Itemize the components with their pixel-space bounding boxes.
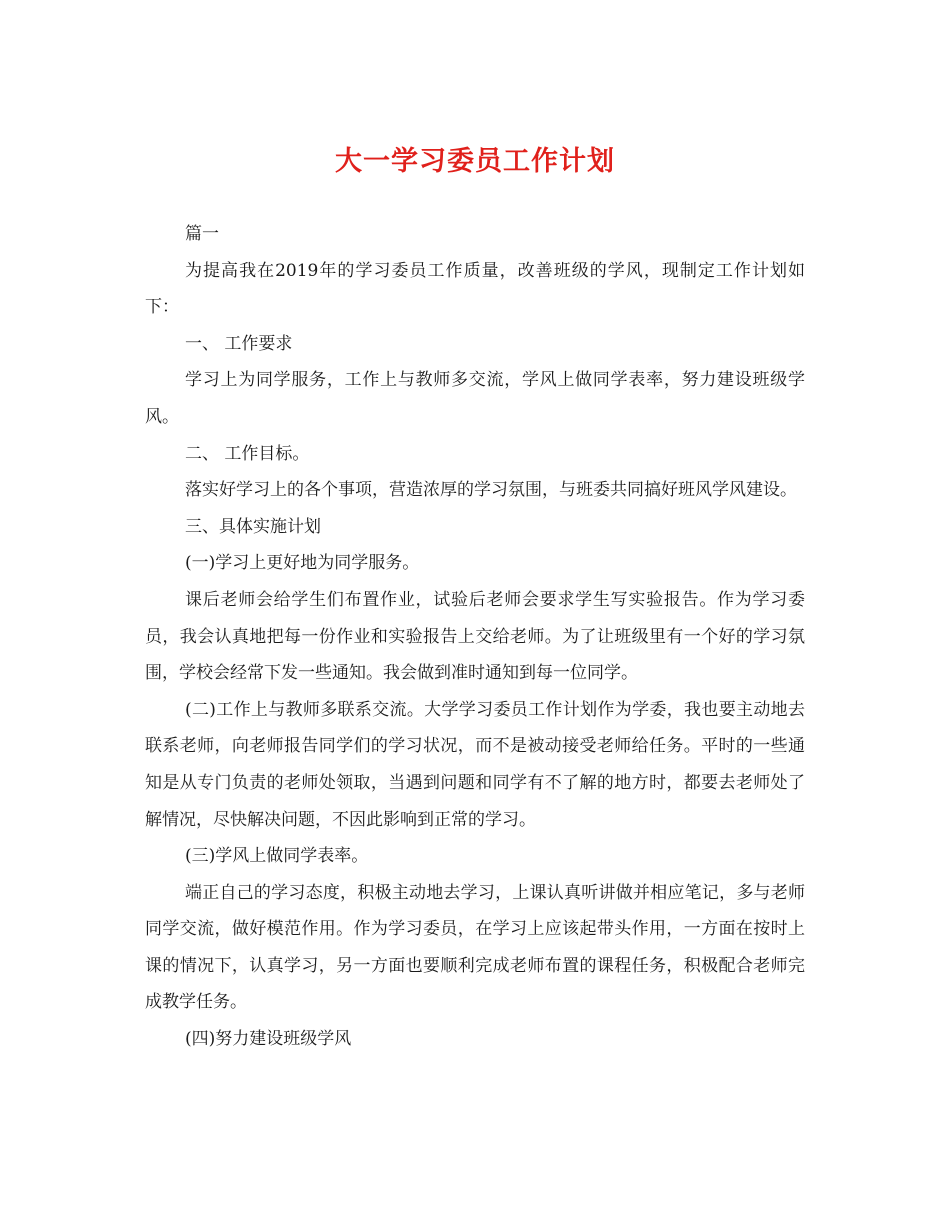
paragraph: 二、 工作目标。 [185, 443, 310, 464]
paragraph: 端正自己的学习态度，积极主动地去学习，上课认真听讲做并相应笔记，多与老师同学交流，做好模范作用。作为学习委员，在学习上应该起带头作用，一方面在按时上课的情况下，认真学习，另一方面也要顺利完成老师布置的课程任务，积极配合老师完成教学任务。 [145, 882, 805, 1013]
document-title: 大一学习委员工作计划 [335, 146, 615, 177]
paragraph: (三)学风上做同学表率。 [185, 846, 369, 867]
paragraph: 落实好学习上的各个事项，营造浓厚的学习氛围，与班委共同搞好班风学风建设。 [185, 480, 797, 501]
paragraph: 一、 工作要求 [185, 333, 293, 354]
paragraph: 课后老师会给学生们布置作业，试验后老师会要求学生写实验报告。作为学习委员，我会认真地把每一份作业和实验报告上交给老师。为了让班级里有一个好的学习氛围，学校会经常下发一些通知。我会做到准时通知到每一位同学。 [145, 589, 805, 684]
document-body [145, 216, 805, 1058]
paragraph: 三、具体实施计划 [185, 516, 321, 537]
paragraph: (二)工作上与教师多联系交流。大学学习委员工作计划作为学委，我也要主动地去联系老师，向老师报告同学们的学习状况，而不是被动接受老师给任务。平时的一些通知是从专门负责的老师处领取，当遇到问题和同学有不了解的地方时，都要去老师处了解情况，尽快解决问题，不因此影响到正常的学习。 [145, 699, 805, 830]
paragraph: (一)学习上更好地为同学服务。 [185, 553, 420, 574]
paragraph: 学习上为同学服务，工作上与教师多交流，学风上做同学表率，努力建设班级学风。 [145, 370, 805, 427]
paragraph: 为提高我在2019年的学习委员工作质量，改善班级的学风，现制定工作计划如下： [145, 260, 805, 318]
paragraph: (四)努力建设班级学风 [185, 1029, 352, 1050]
paragraph: 篇一 [185, 224, 219, 244]
